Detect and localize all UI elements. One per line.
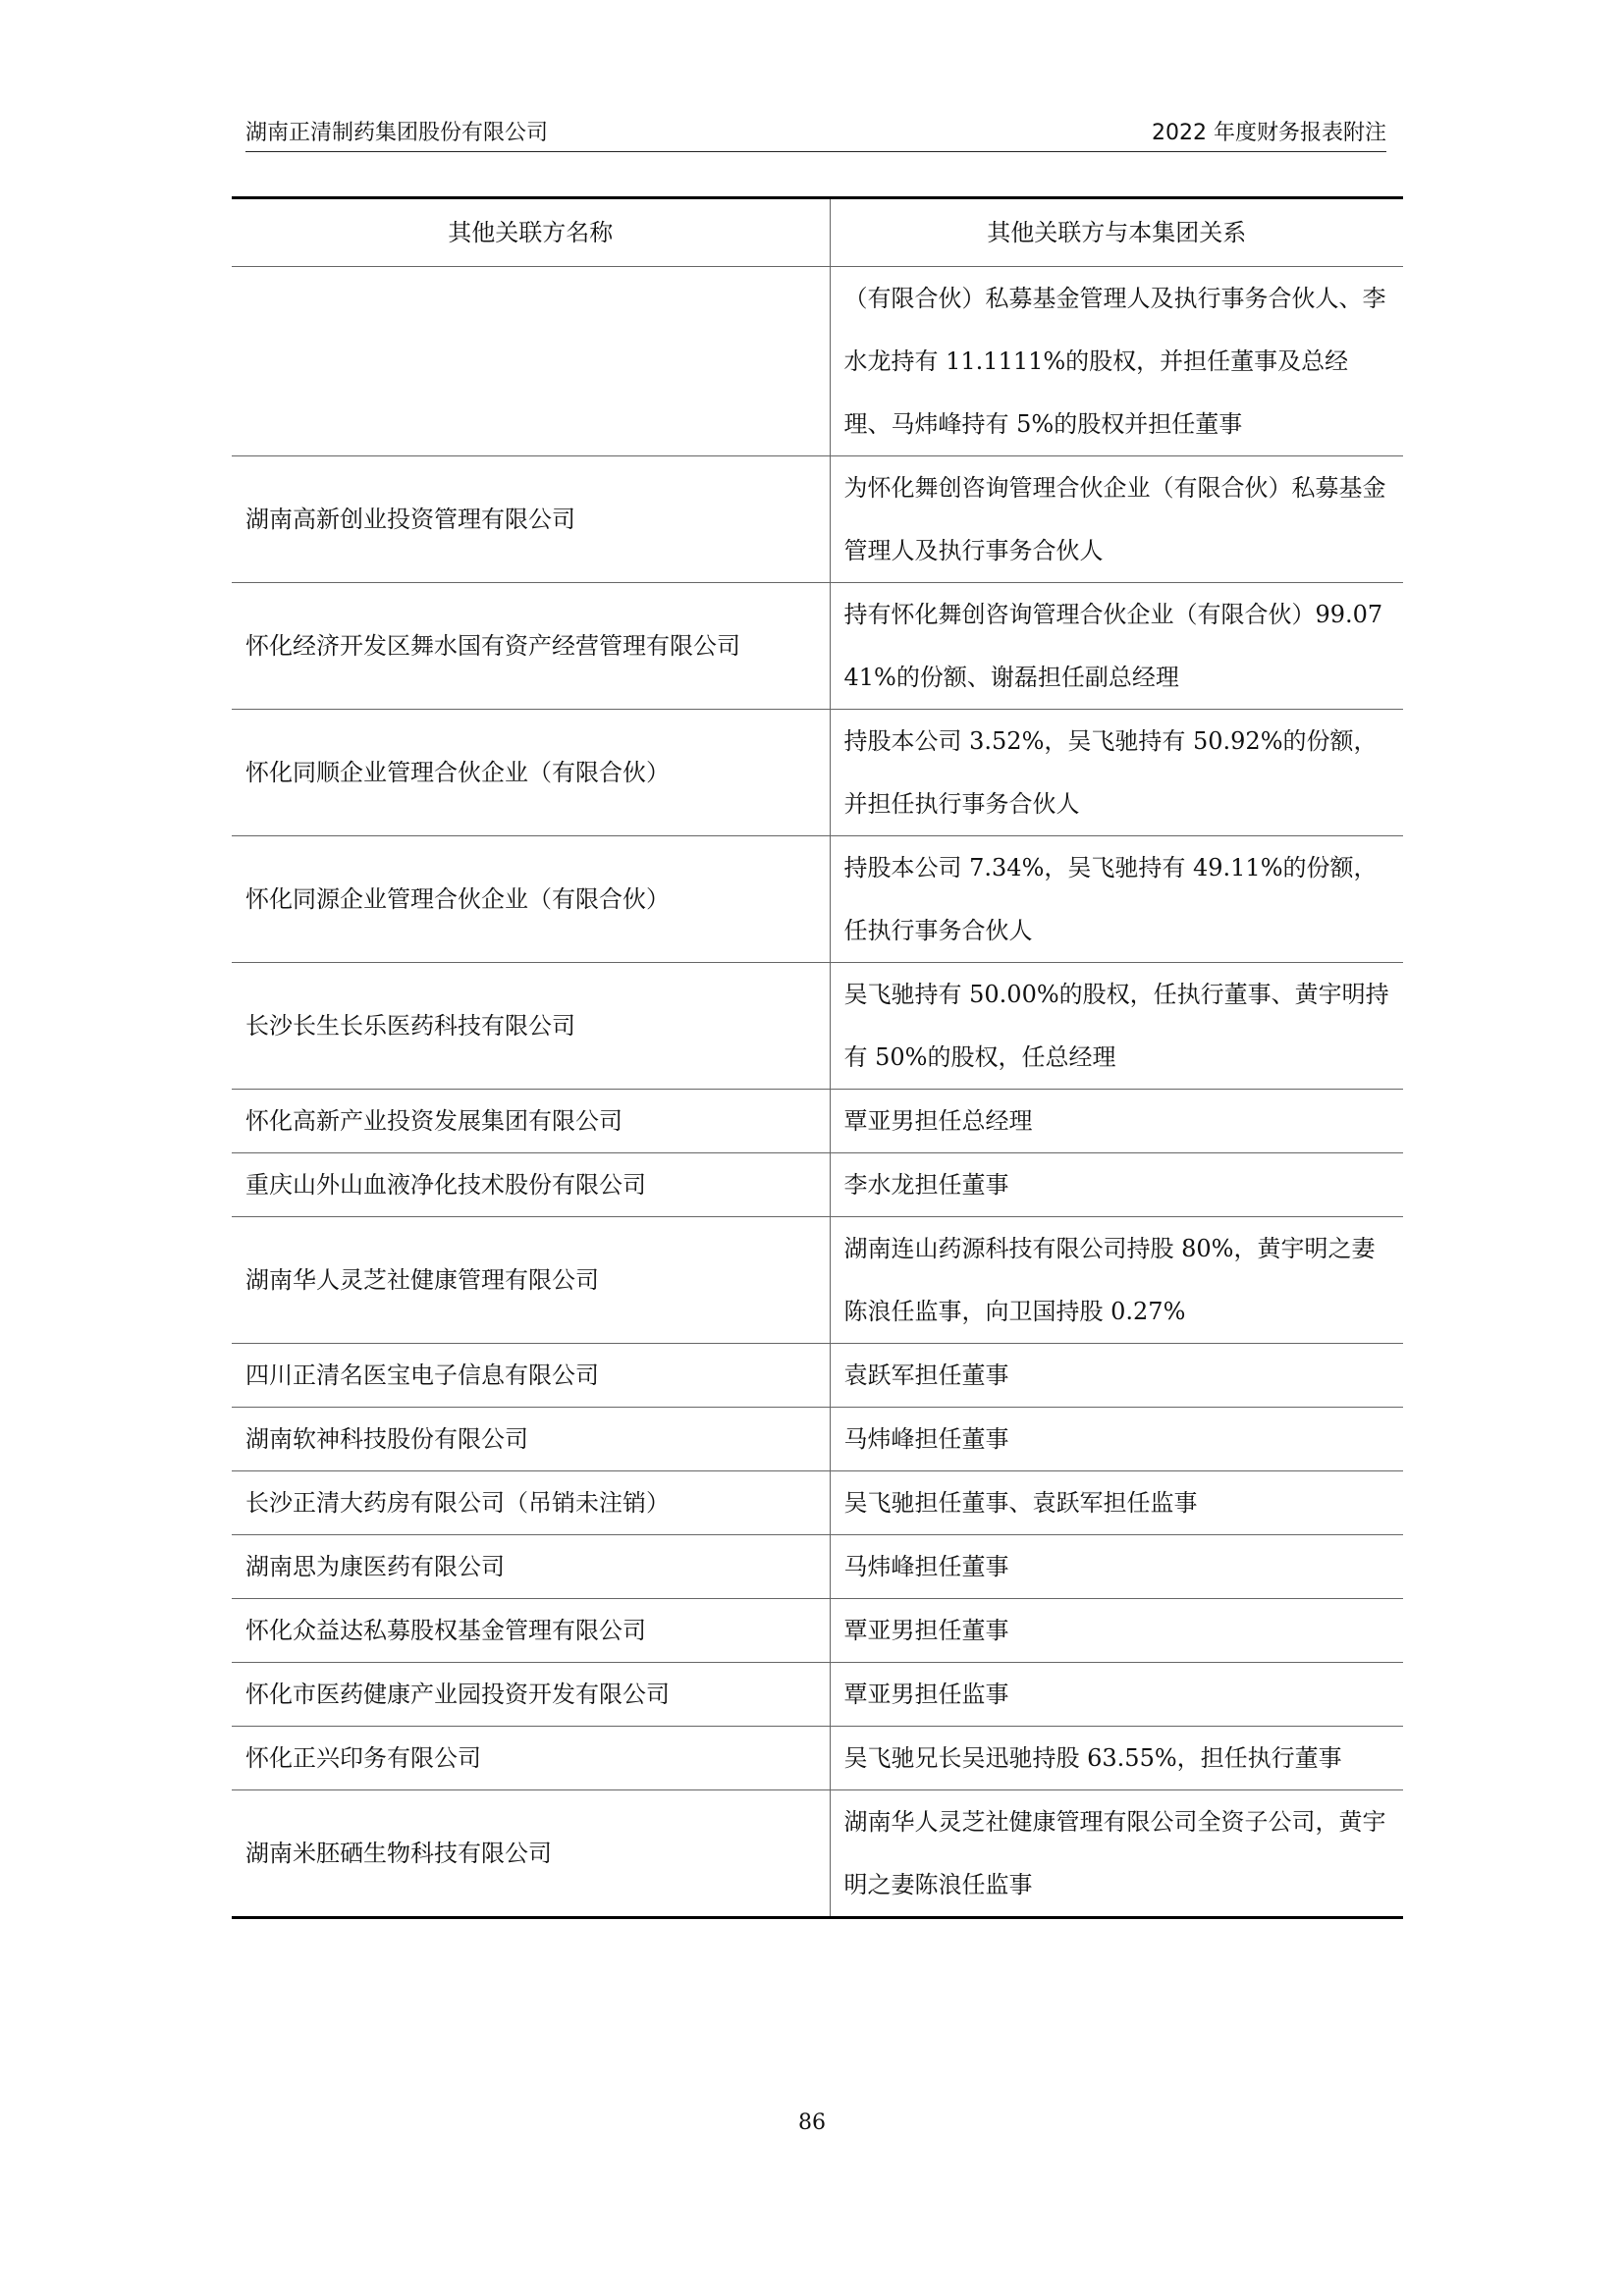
related-party-relation: （有限合伙）私募基金管理人及执行事务合伙人、李水龙持有 11.1111%的股权，并担任董事及总经理、马炜峰持有 5%的股权并担任董事 [830, 267, 1403, 456]
table-header-row [232, 198, 1403, 267]
related-party-relation: 覃亚男担任监事 [830, 1663, 1403, 1727]
related-party-relation: 持股本公司 7.34%，吴飞驰持有 49.11%的份额，任执行事务合伙人 [830, 836, 1403, 963]
table-row [232, 1790, 1403, 1918]
related-party-relation: 覃亚男担任总经理 [830, 1090, 1403, 1153]
related-party-name: 湖南华人灵芝社健康管理有限公司 [232, 1217, 830, 1344]
related-party-name: 湖南高新创业投资管理有限公司 [232, 456, 830, 583]
related-party-name: 重庆山外山血液净化技术股份有限公司 [232, 1153, 830, 1217]
related-party-name: 湖南米胚硒生物科技有限公司 [232, 1790, 830, 1918]
table-row [232, 1090, 1403, 1153]
related-party-name: 湖南思为康医药有限公司 [232, 1535, 830, 1599]
table-row [232, 1599, 1403, 1663]
table-row [232, 583, 1403, 710]
related-party-name: 四川正清名医宝电子信息有限公司 [232, 1344, 830, 1408]
table-row [232, 1663, 1403, 1727]
table-row [232, 456, 1403, 583]
table-row [232, 836, 1403, 963]
table-row [232, 710, 1403, 836]
related-party-relation: 马炜峰担任董事 [830, 1535, 1403, 1599]
related-party-name: 湖南软神科技股份有限公司 [232, 1408, 830, 1471]
related-party-relation: 李水龙担任董事 [830, 1153, 1403, 1217]
related-party-name: 怀化经济开发区舞水国有资产经营管理有限公司 [232, 583, 830, 710]
related-party-name: 怀化正兴印务有限公司 [232, 1727, 830, 1790]
header-divider [245, 151, 1386, 152]
table-row [232, 1535, 1403, 1599]
header-company-name: 湖南正清制药集团股份有限公司 [245, 121, 549, 145]
table-row [232, 1344, 1403, 1408]
related-party-relation: 吴飞驰持有 50.00%的股权，任执行董事、黄宇明持有 50%的股权，任总经理 [830, 963, 1403, 1090]
related-party-relation: 湖南华人灵芝社健康管理有限公司全资子公司，黄宇明之妻陈浪任监事 [830, 1790, 1403, 1918]
related-party-name [232, 267, 830, 456]
table-row [232, 1727, 1403, 1790]
column-header-relation: 其他关联方与本集团关系 [830, 198, 1403, 267]
related-party-relation: 持股本公司 3.52%，吴飞驰持有 50.92%的份额，并担任执行事务合伙人 [830, 710, 1403, 836]
header-report-title: 2022 年度财务报表附注 [1152, 121, 1386, 145]
related-party-name: 长沙正清大药房有限公司（吊销未注销） [232, 1471, 830, 1535]
related-party-relation: 为怀化舞创咨询管理合伙企业（有限合伙）私募基金管理人及执行事务合伙人 [830, 456, 1403, 583]
table-row [232, 1471, 1403, 1535]
page-header [245, 112, 1386, 151]
table-row [232, 963, 1403, 1090]
related-party-relation: 袁跃军担任董事 [830, 1344, 1403, 1408]
table-row [232, 267, 1403, 456]
table-row [232, 1217, 1403, 1344]
related-party-name: 怀化同源企业管理合伙企业（有限合伙） [232, 836, 830, 963]
related-party-name: 长沙长生长乐医药科技有限公司 [232, 963, 830, 1090]
related-party-name: 怀化市医药健康产业园投资开发有限公司 [232, 1663, 830, 1727]
related-party-relation: 马炜峰担任董事 [830, 1408, 1403, 1471]
related-party-name: 怀化众益达私募股权基金管理有限公司 [232, 1599, 830, 1663]
column-header-name: 其他关联方名称 [232, 198, 830, 267]
page-number: 86 [798, 2110, 826, 2135]
related-party-name: 怀化高新产业投资发展集团有限公司 [232, 1090, 830, 1153]
related-parties-table [232, 196, 1403, 1919]
related-party-relation: 持有怀化舞创咨询管理合伙企业（有限合伙）99.0741%的份额、谢磊担任副总经理 [830, 583, 1403, 710]
related-party-relation: 吴飞驰兄长吴迅驰持股 63.55%，担任执行董事 [830, 1727, 1403, 1790]
related-party-relation: 吴飞驰担任董事、袁跃军担任监事 [830, 1471, 1403, 1535]
related-party-relation: 湖南连山药源科技有限公司持股 80%，黄宇明之妻陈浪任监事，向卫国持股 0.27% [830, 1217, 1403, 1344]
table-row [232, 1153, 1403, 1217]
related-party-relation: 覃亚男担任董事 [830, 1599, 1403, 1663]
table-row [232, 1408, 1403, 1471]
related-party-name: 怀化同顺企业管理合伙企业（有限合伙） [232, 710, 830, 836]
